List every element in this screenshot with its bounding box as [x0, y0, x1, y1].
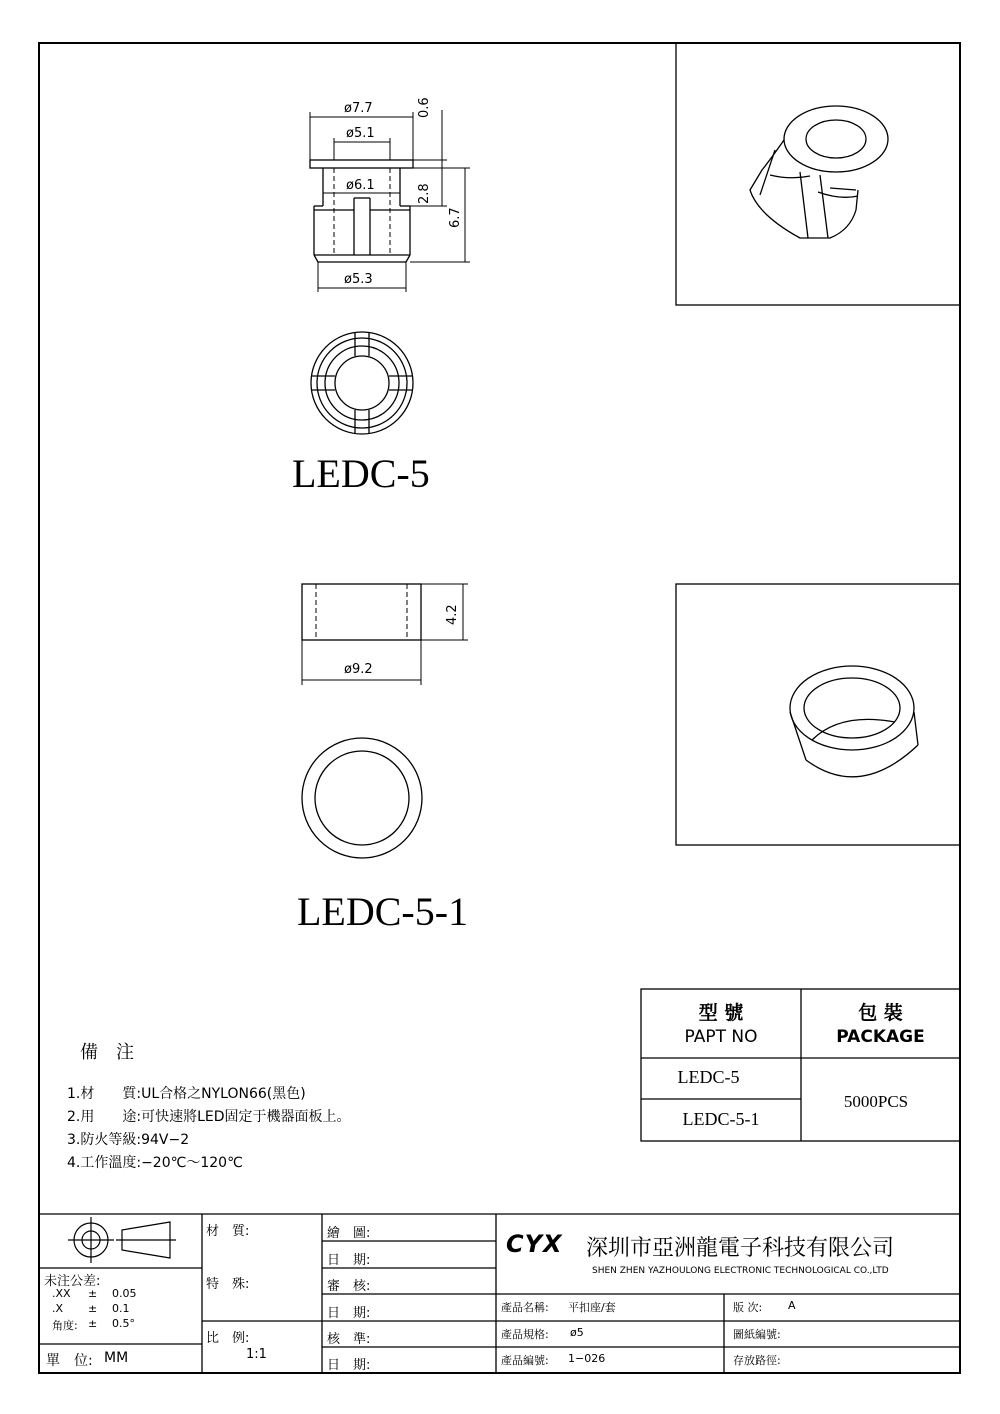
date-label: 日 期: — [327, 1306, 371, 1321]
remarks-list — [67, 1083, 351, 1175]
approve-label: 核 準: — [327, 1332, 371, 1347]
tolerance-pm: ± — [88, 1317, 98, 1330]
dim-bottom-dia: ø5.3 — [344, 272, 373, 287]
company-logo: CYX — [506, 1230, 563, 1258]
tolerance-value: 0.1 — [112, 1302, 130, 1315]
dim-total-h: 6.7 — [448, 207, 463, 228]
tolerance-value: 0.05 — [112, 1287, 137, 1300]
tolerance-pm: ± — [88, 1302, 98, 1315]
tolerance-key: .X — [52, 1302, 64, 1315]
iso-view-box-1 — [676, 43, 960, 305]
drawing-no-label: 圖紙編號: — [733, 1328, 781, 1341]
projection-symbol — [68, 1217, 176, 1263]
dim-part2-height: 4.2 — [445, 604, 460, 625]
table-header-model-en: PAPT NO — [684, 1027, 758, 1047]
special-label: 特 殊: — [206, 1277, 250, 1292]
dim-mid-h: 2.8 — [417, 183, 432, 204]
unit-label: 單 位: — [46, 1353, 93, 1369]
scale-value: 1:1 — [246, 1347, 267, 1362]
company-name-en: SHEN ZHEN YAZHOULONG ELECTRONIC TECHNOLOGICAL CO.,LTD — [592, 1266, 889, 1276]
unit-value: MM — [104, 1350, 129, 1366]
product-spec-label: 產品規格: — [501, 1328, 549, 1341]
tolerance-key: .XX — [52, 1287, 71, 1300]
table-header-model-cn: 型 號 — [698, 1002, 744, 1024]
product-code-value: 1−026 — [568, 1352, 606, 1365]
material-label: 材 質: — [206, 1224, 250, 1239]
product-name-label: 產品名稱: — [501, 1301, 549, 1314]
table-package-value: 5000PCS — [843, 1092, 909, 1111]
remark-item: 2.用 途:可快速將LED固定于機器面板上。 — [67, 1109, 351, 1125]
ledc5-1-top-view — [302, 738, 422, 858]
tolerance-row — [52, 1287, 137, 1300]
part1-label: LEDC-5 — [292, 451, 430, 496]
drawn-label: 繪 圖: — [327, 1226, 371, 1241]
iso-view-box-2 — [676, 584, 960, 845]
table-row-model: LEDC-5-1 — [682, 1109, 760, 1129]
version-label: 版 次: — [733, 1301, 763, 1314]
ledc5-top-view — [311, 332, 413, 434]
product-code-label: 產品編號: — [501, 1354, 549, 1367]
remark-item: 1.材 質:UL合格之NYLON66(黑色) — [67, 1086, 306, 1102]
remark-item: 4.工作溫度:−20℃～120℃ — [67, 1155, 243, 1171]
storage-path-label: 存放路徑: — [733, 1354, 781, 1367]
table-header-package-cn: 包 裝 — [858, 1002, 903, 1024]
scale-label: 比 例: — [206, 1331, 250, 1346]
product-name-value: 平扣座/套 — [568, 1301, 616, 1314]
tolerance-row — [52, 1302, 130, 1315]
dim-flange-h: 0.6 — [417, 97, 432, 118]
ledc5-iso-view — [750, 106, 888, 238]
dim-inner-dia: ø5.1 — [346, 126, 375, 141]
date-label: 日 期: — [327, 1358, 371, 1373]
dim-mid-dia: ø6.1 — [346, 178, 375, 193]
review-label: 審 核: — [327, 1279, 371, 1294]
dim-part2-dia: ø9.2 — [344, 662, 373, 677]
part2-label: LEDC-5-1 — [297, 889, 469, 934]
tolerance-key: 角度: — [52, 1319, 78, 1332]
tolerance-pm: ± — [88, 1287, 98, 1300]
table-header-package-en: PACKAGE — [836, 1027, 925, 1047]
ledc5-1-iso-view — [790, 666, 918, 777]
tolerance-label: 未注公差: — [44, 1274, 101, 1289]
remarks-title: 備 注 — [80, 1042, 134, 1063]
ledc5-1-side-view — [302, 584, 421, 640]
dim-top-dia: ø7.7 — [344, 101, 373, 116]
tolerance-row — [52, 1317, 135, 1333]
product-spec-value: ø5 — [570, 1326, 584, 1339]
company-name-cn: 深圳市亞洲龍電子科技有限公司 — [586, 1236, 895, 1261]
table-row-model: LEDC-5 — [677, 1067, 740, 1087]
tolerance-value: 0.5° — [112, 1317, 135, 1330]
date-label: 日 期: — [327, 1253, 371, 1268]
version-value: A — [788, 1299, 796, 1312]
ledc5-side-view — [310, 160, 413, 262]
remark-item: 3.防火等級:94V−2 — [67, 1132, 190, 1148]
